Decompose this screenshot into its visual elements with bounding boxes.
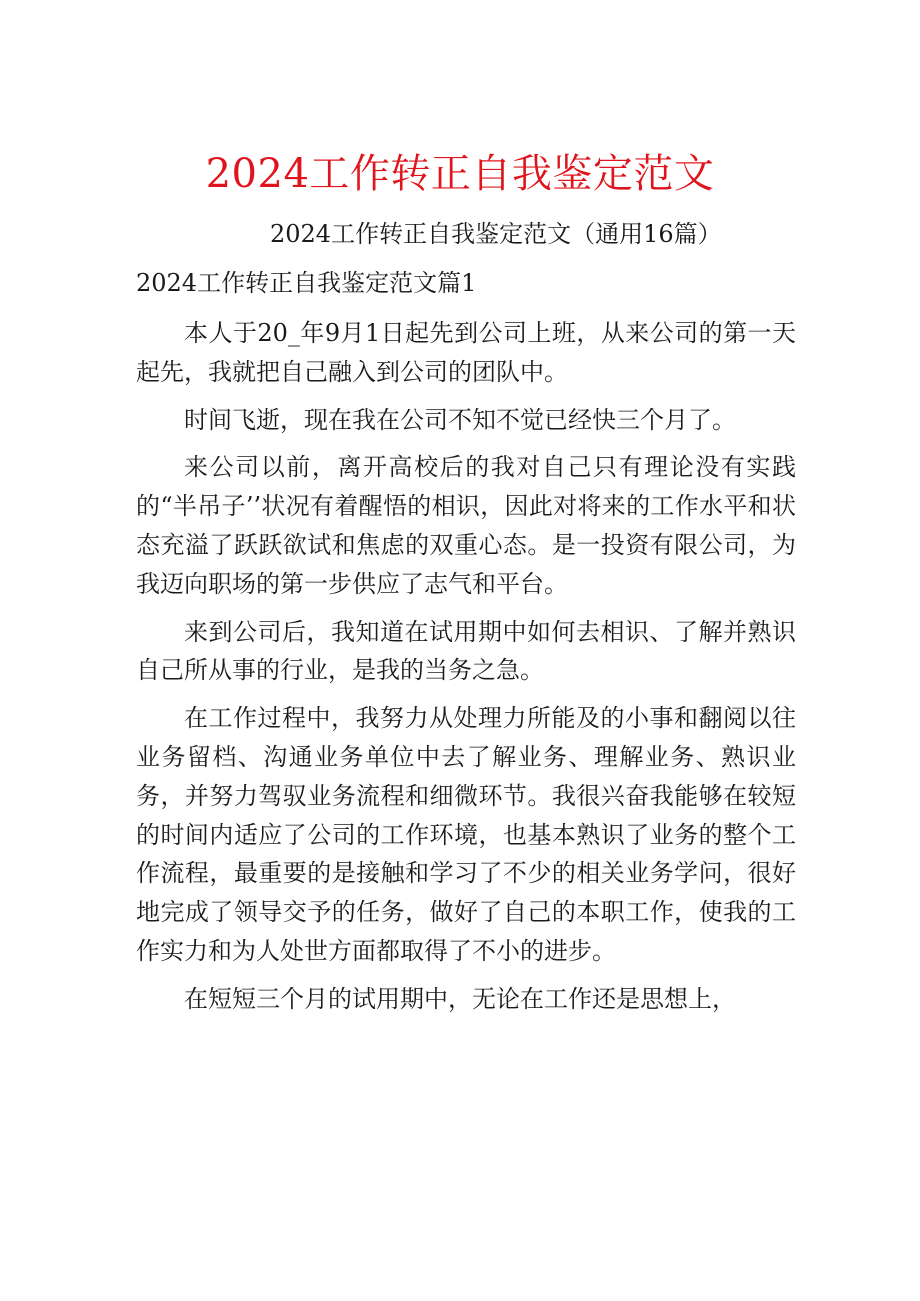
document-subtitle: 2024工作转正自我鉴定范文（通用16篇） xyxy=(270,220,722,248)
document-title: 2024工作转正自我鉴定范文 xyxy=(205,151,715,197)
paragraph: 来公司以前，离开高校后的我对自己只有理论没有实践的“半吊子’’状况有着醒悟的相识，因此对将来的工作水平和状态充溢了跃跃欲试和焦虑的双重心态。是一投资有限公司，为我迈向职场的第一步供应了志气和平台。 xyxy=(136,453,796,598)
paragraph: 本人于20_年9月1日起先到公司上班，从来公司的第一天起先，我就把自己融入到公司的团队中。 xyxy=(136,319,796,386)
paragraph: 在工作过程中，我努力从处理力所能及的小事和翻阅以往业务留档、沟通业务单位中去了解业务、理解业务、熟识业务，并努力驾驭业务流程和细微环节。我很兴奋我能够在较短的时间内适应了公司的工作环境，也基本熟识了业务的整个工作流程，最重要的是接触和学习了不少的相关业务学问，很好地完成了领导交予的任务，做好了自己的本职工作，使我的工作实力和为人处世方面都取得了不小的进步。 xyxy=(136,704,796,965)
paragraph: 时间飞逝，现在我在公司不知不觉已经快三个月了。 xyxy=(184,405,736,434)
body-text xyxy=(136,314,796,1028)
paragraph: 来到公司后，我知道在试用期中如何去相识、了解并熟识自己所从事的行业，是我的当务之急。 xyxy=(136,617,796,685)
paragraph: 在短短三个月的试用期中，无论在工作还是思想上， xyxy=(184,984,736,1013)
section-heading: 2024工作转正自我鉴定范文篇1 xyxy=(136,269,477,297)
